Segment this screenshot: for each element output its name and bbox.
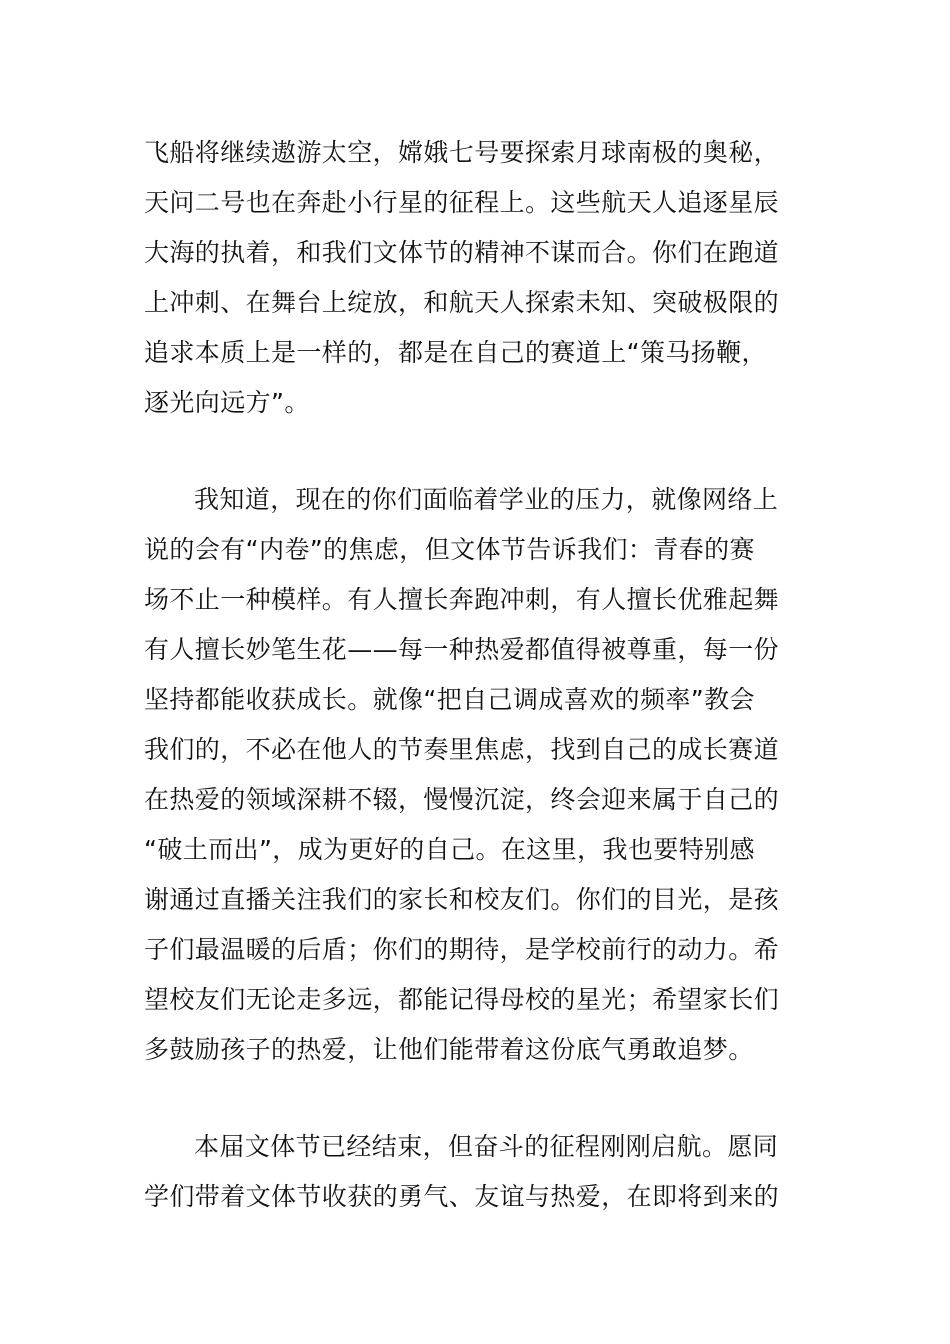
paragraph-2-line-5: 坚持都能收获成长。就像“把自己调成喜欢的频率”教会: [144, 685, 755, 714]
paragraph-1-line-1: 飞船将继续遨游太空，嫦娥七号要探索月球南极的奥秘，: [144, 138, 780, 167]
paragraph-2-line-9: 谢通过直播关注我们的家长和校友们。你们的目光，是孩: [144, 885, 780, 914]
paragraph-2-line-6: 我们的，不必在他人的节奏里焦虑，找到自己的成长赛道: [144, 735, 780, 764]
paragraph-1-line-4: 上冲刺、在舞台上绽放，和航天人探索未知、突破极限的: [144, 288, 780, 317]
paragraph-2-line-11: 望校友们无论走多远，都能记得母校的星光；希望家长们: [144, 985, 780, 1014]
paragraph-2-line-7: 在热爱的领域深耕不辍，慢慢沉淀，终会迎来属于自己的: [144, 785, 780, 814]
paragraph-3-line-2: 学们带着文体节收获的勇气、友谊与热爱，在即将到来的: [144, 1182, 780, 1211]
paragraph-1-line-2: 天问二号也在奔赴小行星的征程上。这些航天人追逐星辰: [144, 188, 780, 217]
paragraph-2-line-8: “破土而出”，成为更好的自己。在这里，我也要特别感: [144, 835, 755, 864]
paragraph-2-line-3: 场不止一种模样。有人擅长奔跑冲刺，有人擅长优雅起舞: [144, 585, 780, 614]
paragraph-3-line-1: 本届文体节已经结束，但奋斗的征程刚刚启航。愿同: [194, 1132, 779, 1161]
paragraph-1-line-3: 大海的执着，和我们文体节的精神不谋而合。你们在跑道: [144, 238, 780, 267]
paragraph-2-line-2: 说的会有“内卷”的焦虑，但文体节告诉我们：青春的赛: [144, 535, 755, 564]
paragraph-2-line-12: 多鼓励孩子的热爱，让他们能带着这份底气勇敢追梦。: [144, 1035, 754, 1064]
paragraph-2-line-1: 我知道，现在的你们面临着学业的压力，就像网络上: [194, 485, 779, 514]
paragraph-1-line-6: 逐光向远方”。: [144, 388, 310, 417]
paragraph-2-line-10: 子们最温暖的后盾；你们的期待，是学校前行的动力。希: [144, 935, 780, 964]
paragraph-2-line-4: 有人擅长妙笔生花——每一种热爱都值得被尊重，每一份: [144, 635, 780, 664]
paragraph-1-line-5: 追求本质上是一样的，都是在自己的赛道上“策马扬鞭，: [144, 338, 767, 367]
